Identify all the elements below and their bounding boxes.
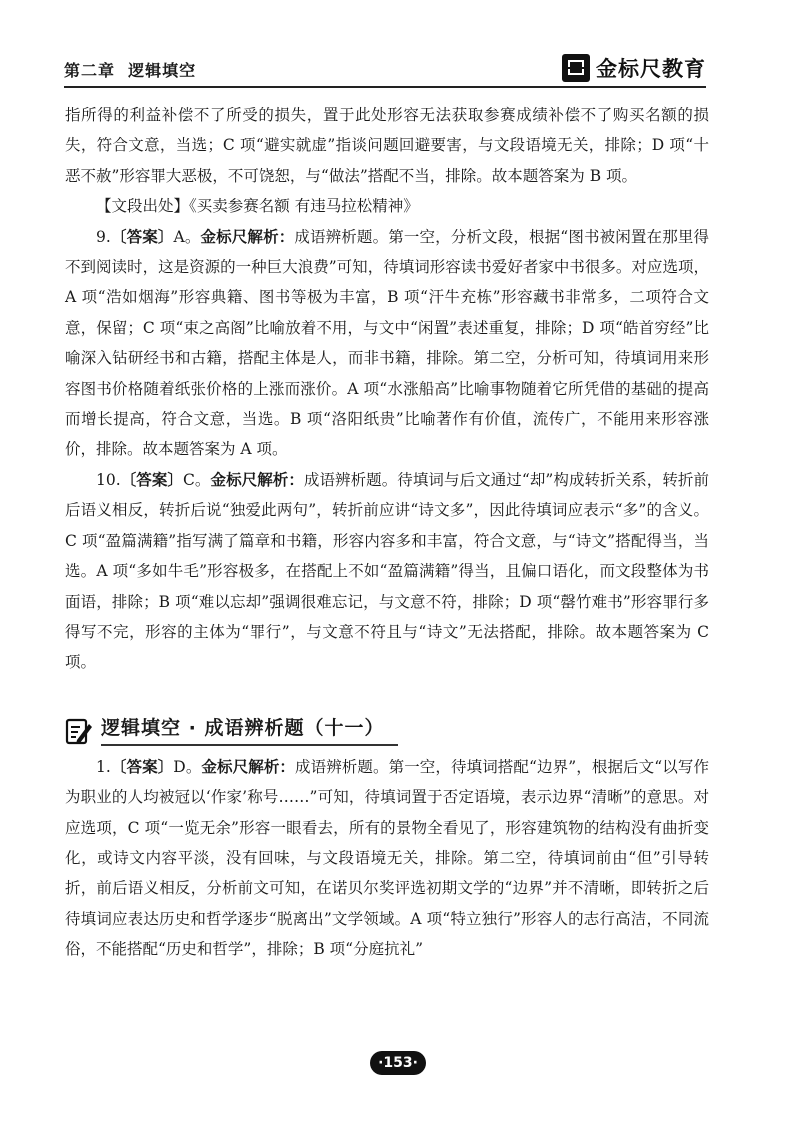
book-logo-icon [562, 54, 590, 82]
page-header [64, 52, 706, 88]
pencil-notepad-icon [65, 716, 93, 746]
answer-value: A。 [173, 227, 201, 246]
brand-name: 金标尺教育 [596, 57, 706, 81]
page-content [65, 100, 709, 965]
analysis-text: 成语辨析题。第一空，待填词搭配“边界”，根据后文“以写作为职业的人均被冠以‘作家’称号……”可知，待填词置于否定语境，表示边界“清晰”的意思。对应选项，C 项“一览无余”形容一眼看去，所有的景物全看见了，形容建筑物的结构没有曲折变化，或诗文内容平淡，没有回味，与文段语境无关，排除。第二空，待填词前由“但”引导转折，前后语义相反，分析前文可知，在诺贝尔奖评选初期文学的“边界”并不清晰，即转折之后待填词应表达历史和哲学逐步“脱离出”文学领域。A 项“特立独行”形容人的志行高洁，不同流俗，不能搭配“历史和哲学”，排除；B 项“分庭抗礼” [65, 757, 709, 959]
answer-value: D。 [173, 757, 202, 776]
analysis-text: 成语辨析题。待填词与后文通过“却”构成转折关系，转折前后语义相反，转折后说“独爱此两句”，转折前应讲“诗文多”，因此待填词应表示“多”的含义。C 项“盈篇满籍”指写满了篇章和书籍，形容内容多和丰富，符合文意，与“诗文”搭配得当，当选。A 项“多如牛毛”形容极多，在搭配上不如“盈篇满籍”得当，且偏口语化，而文段整体为书面语，排除；B 项“难以忘却”强调很难忘记，与文意不符，排除；D 项“罄竹难书”形容罪行多得写不完，形容的主体为“罪行”，与文意不符且与“诗文”无法搭配，排除。故本题答案为 C 项。 [65, 470, 709, 672]
question-number: 10. [96, 470, 121, 489]
question-number: 9. [96, 227, 111, 246]
section-title: 逻辑填空 · 成语辨析题（十一） [101, 714, 398, 746]
page-number: ·153· [370, 1051, 426, 1075]
analysis-label: 金标尺解析： [200, 227, 295, 246]
answer-1 [65, 752, 709, 965]
answer-9 [65, 222, 709, 465]
answer-value: C。 [183, 470, 211, 489]
analysis-text: 成语辨析题。第一空，分析文段，根据“图书被闲置在那里得不到阅读时，这是资源的一种巨大浪费”可知，待填词形容读书爱好者家中书很多。对应选项，A 项“浩如烟海”形容典籍、图书等极为丰富，B 项“汗牛充栋”形容藏书非常多，二项符合文意，保留；C 项“束之高阁”比喻放着不用，与文中“闲置”表述重复，排除；D 项“皓首穷经”比喻深入钻研经书和古籍，搭配主体是人，而非书籍，排除。第二空，分析可知，待填词用来形容图书价格随着纸张价格的上涨而涨价。A 项“水涨船高”比喻事物随着它所凭借的基础的提高而增长提高，符合文意，当选。B 项“洛阳纸贵”比喻著作有价值，流传广，不能用来形容涨价，排除。故本题答案为 A 项。 [65, 227, 709, 459]
analysis-label: 金标尺解析： [210, 470, 304, 489]
chapter-title: 第二章 逻辑填空 [64, 61, 197, 80]
source-line [65, 191, 709, 221]
answer-label: 〔答案〕 [110, 227, 174, 246]
question-number: 1. [96, 757, 111, 776]
answer-label: 〔答案〕 [110, 757, 174, 776]
brand-logo [562, 53, 706, 83]
section-heading [65, 698, 709, 746]
continued-paragraph: 指所得的利益补偿不了所受的损失，置于此处形容无法获取参赛成绩补偿不了购买名额的损失，符合文意，当选；C 项“避实就虚”指谈问题回避要害，与文段语境无关，排除；D 项“十恶不赦”形容罪大恶极，不可饶恕，与“做法”搭配不当，排除。故本题答案为 B 项。 [65, 106, 709, 185]
source-text: 《买卖参赛名额 有违马拉松精神》 [189, 197, 419, 216]
source-label: 【文段出处】 [96, 197, 190, 216]
answer-label: 〔答案〕 [120, 470, 183, 489]
analysis-label: 金标尺解析： [201, 757, 296, 776]
answer-10 [65, 465, 709, 678]
